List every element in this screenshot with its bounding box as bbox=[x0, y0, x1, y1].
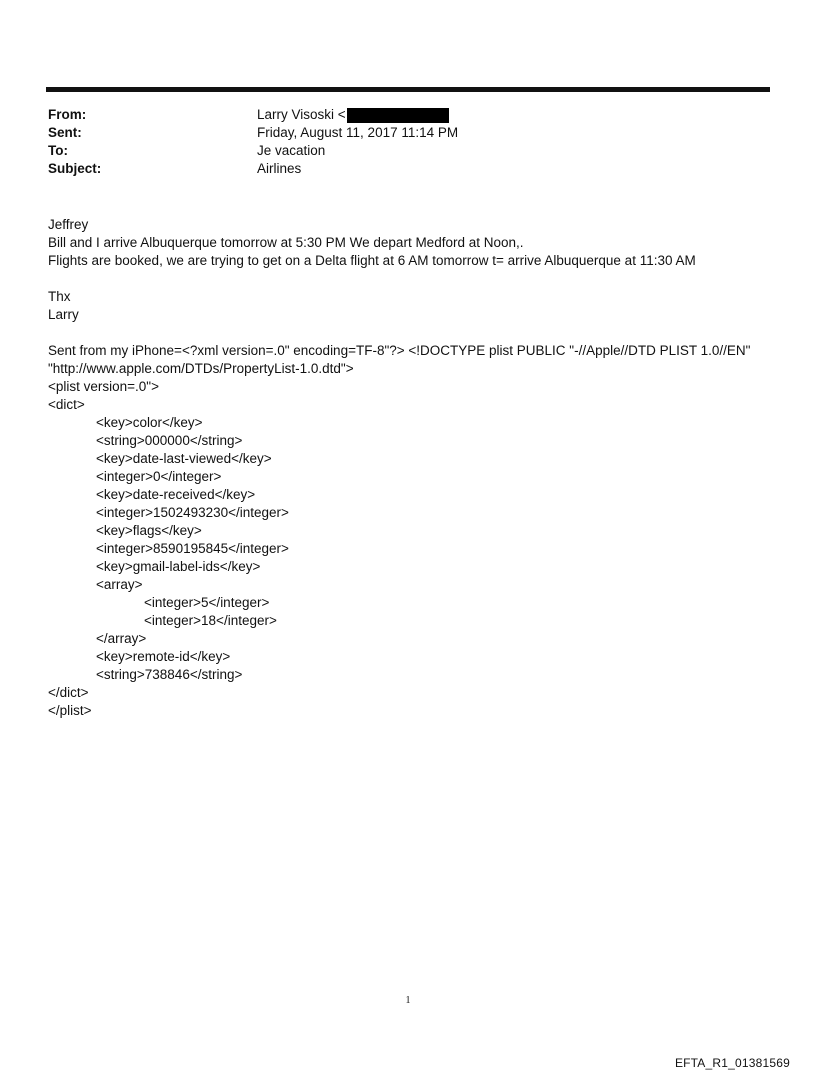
xml-line: <key>date-received</key> bbox=[96, 487, 256, 502]
page-number: 1 bbox=[405, 995, 411, 1006]
sent-row bbox=[48, 124, 748, 142]
xml-line: <key>date-last-viewed</key> bbox=[96, 451, 272, 466]
header-divider bbox=[46, 87, 770, 92]
xml-line: </plist> bbox=[48, 703, 92, 718]
spacer bbox=[48, 270, 788, 288]
xml-line: <string>738846</string> bbox=[96, 667, 243, 682]
xml-line: <dict> bbox=[48, 397, 85, 412]
thanks: Thx bbox=[48, 289, 71, 304]
subject-value: Airlines bbox=[257, 161, 302, 176]
xml-line: </array> bbox=[96, 631, 147, 646]
xml-line: <key>gmail-label-ids</key> bbox=[96, 559, 261, 574]
xml-line: <key>flags</key> bbox=[96, 523, 202, 538]
email-body bbox=[48, 216, 788, 720]
xml-line: <string>000000</string> bbox=[96, 433, 243, 448]
subject-row bbox=[48, 160, 748, 178]
xml-line: <integer>8590195845</integer> bbox=[96, 541, 289, 556]
to-value: Je vacation bbox=[257, 143, 326, 158]
signature: Larry bbox=[48, 307, 79, 322]
sent-value: Friday, August 11, 2017 11:14 PM bbox=[257, 125, 459, 140]
sent-from-line: Sent from my iPhone=<?xml version=.0" encoding=TF-8"?> <!DOCTYPE plist PUBLIC "-//Apple//DTD PLIST 1.0//EN" bbox=[48, 343, 751, 358]
redaction-block bbox=[347, 108, 449, 123]
sent-label: Sent: bbox=[48, 125, 82, 140]
xml-line: <integer>5</integer> bbox=[144, 595, 270, 610]
greeting: Jeffrey bbox=[48, 217, 89, 232]
spacer bbox=[48, 324, 788, 342]
body-line: Flights are booked, we are trying to get on a Delta flight at 6 AM tomorrow t= arrive Albuquerque at 11:30 AM bbox=[48, 253, 696, 268]
xml-line: <integer>1502493230</integer> bbox=[96, 505, 289, 520]
from-row bbox=[48, 106, 748, 124]
body-line: Bill and I arrive Albuquerque tomorrow at 5:30 PM We depart Medford at Noon,. bbox=[48, 235, 524, 250]
xml-line: <integer>0</integer> bbox=[96, 469, 222, 484]
to-row bbox=[48, 142, 748, 160]
bates-number: EFTA_R1_01381569 bbox=[674, 1056, 790, 1070]
from-value: Larry Visoski < bbox=[257, 107, 346, 122]
xml-line: <plist version=.0"> bbox=[48, 379, 159, 394]
email-header bbox=[48, 106, 748, 178]
xml-line: <key>color</key> bbox=[96, 415, 203, 430]
xml-line: <array> bbox=[96, 577, 143, 592]
xml-line: <integer>18</integer> bbox=[144, 613, 277, 628]
subject-label: Subject: bbox=[48, 161, 102, 176]
sent-from-line: "http://www.apple.com/DTDs/PropertyList-1.0.dtd"> bbox=[48, 361, 354, 376]
xml-line: </dict> bbox=[48, 685, 89, 700]
xml-line: <key>remote-id</key> bbox=[96, 649, 231, 664]
to-label: To: bbox=[48, 143, 68, 158]
from-label: From: bbox=[48, 107, 87, 122]
from-value-container bbox=[257, 106, 449, 124]
